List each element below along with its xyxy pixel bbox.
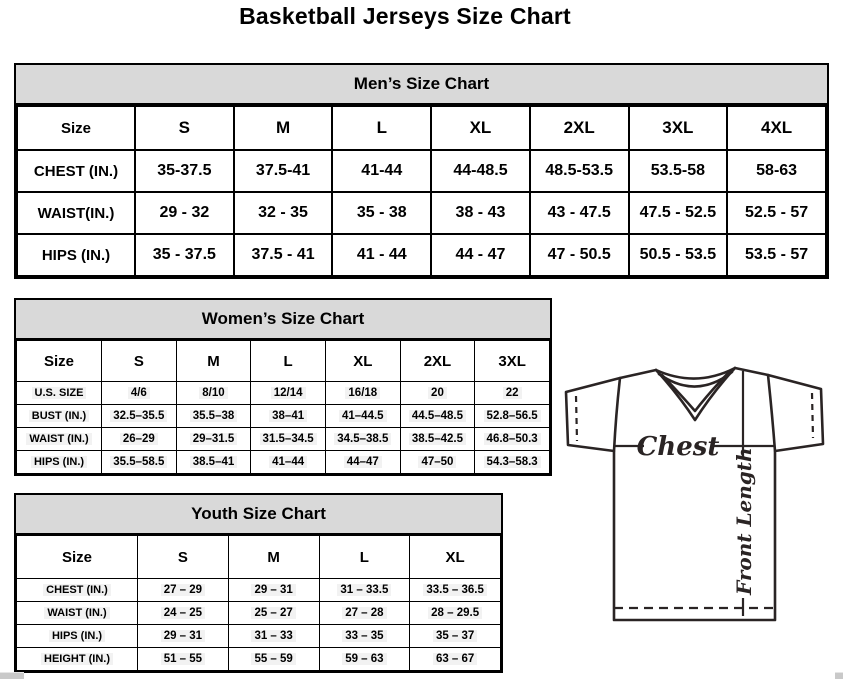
- measurement-row-label: CHEST (IN.): [17, 150, 135, 192]
- measurement-value-cell: 44-48.5: [431, 150, 530, 192]
- cell-text: CHEST (IN.): [43, 584, 111, 596]
- measurement-value-cell: 37.5-41: [234, 150, 333, 192]
- measurement-value-cell: 50.5 - 53.5: [629, 234, 728, 276]
- size-column-header: L: [251, 341, 326, 382]
- cell-text: WAIST (IN.): [26, 433, 91, 445]
- womens-size-table: [16, 340, 550, 474]
- cell-text: 38–41: [269, 410, 307, 422]
- measurement-value-cell: [228, 602, 319, 625]
- jersey-measurement-diagram: [556, 358, 843, 674]
- table-row: [17, 405, 550, 428]
- measurement-value-cell: 35 - 37.5: [135, 234, 234, 276]
- measurement-row-label: HIPS (IN.): [17, 234, 135, 276]
- cell-text: 4/6: [128, 387, 150, 399]
- cell-text: 33.5 – 36.5: [423, 584, 487, 596]
- size-column-header: S: [102, 341, 177, 382]
- measurement-value-cell: [102, 451, 177, 474]
- measurement-value-cell: 41 - 44: [332, 234, 431, 276]
- cell-text: 34.5–38.5: [334, 433, 391, 445]
- measurement-value-cell: [102, 382, 177, 405]
- measurement-value-cell: 29 - 32: [135, 192, 234, 234]
- measurement-value-cell: [319, 625, 410, 648]
- cell-text: 44.5–48.5: [409, 410, 466, 422]
- size-column-header: S: [135, 106, 234, 150]
- measurement-value-cell: [176, 405, 251, 428]
- measurement-value-cell: 38 - 43: [431, 192, 530, 234]
- size-column-header: 2XL: [530, 106, 629, 150]
- size-header-row: [17, 341, 550, 382]
- measurement-row-label: WAIST(IN.): [17, 192, 135, 234]
- cuff-stitch-left-icon: [576, 396, 577, 441]
- measurement-value-cell: [410, 579, 501, 602]
- measurement-value-cell: 41-44: [332, 150, 431, 192]
- measurement-value-cell: 35 - 38: [332, 192, 431, 234]
- measurement-row-label: [17, 579, 138, 602]
- jersey-outline: [566, 368, 823, 620]
- table-row: [17, 150, 826, 192]
- horizontal-scrollbar-fragment-left[interactable]: [0, 672, 24, 679]
- table-row: [17, 648, 501, 671]
- cell-text: 31 – 33.5: [337, 584, 391, 596]
- cell-text: 63 – 67: [433, 653, 477, 665]
- cell-text: 12/14: [271, 387, 306, 399]
- cell-text: 20: [428, 387, 447, 399]
- measurement-value-cell: 35-37.5: [135, 150, 234, 192]
- cell-text: HEIGHT (IN.): [41, 653, 113, 665]
- measurement-value-cell: [319, 602, 410, 625]
- youth-size-table: [16, 535, 501, 671]
- cell-text: 46.8–50.3: [484, 433, 541, 445]
- womens-size-chart: [14, 298, 552, 476]
- measurement-value-cell: [251, 382, 326, 405]
- youth-size-chart-title: Youth Size Chart: [16, 495, 501, 535]
- page-title: Basketball Jerseys Size Chart: [239, 3, 571, 29]
- measurement-row-label: [17, 625, 138, 648]
- measurement-value-cell: 47 - 50.5: [530, 234, 629, 276]
- jersey-armhole-right: [768, 375, 775, 451]
- cell-text: 41–44: [269, 456, 307, 468]
- cell-text: 22: [503, 387, 522, 399]
- cell-text: 16/18: [345, 387, 380, 399]
- table-row: [17, 382, 550, 405]
- table-row: [17, 451, 550, 474]
- table-row: [17, 625, 501, 648]
- measurement-row-label: [17, 428, 102, 451]
- measurement-value-cell: 53.5-58: [629, 150, 728, 192]
- cell-text: 32.5–35.5: [110, 410, 167, 422]
- measurement-value-cell: 52.5 - 57: [727, 192, 826, 234]
- size-column-header: 4XL: [727, 106, 826, 150]
- measurement-value-cell: [138, 602, 229, 625]
- cell-text: 44–47: [344, 456, 382, 468]
- measurement-value-cell: [325, 382, 400, 405]
- size-corner-header: Size: [17, 106, 135, 150]
- measurement-value-cell: [138, 625, 229, 648]
- measurement-value-cell: [400, 428, 475, 451]
- measurement-value-cell: [400, 405, 475, 428]
- measurement-row-label: [17, 648, 138, 671]
- measurement-value-cell: [475, 428, 550, 451]
- measurement-value-cell: [325, 428, 400, 451]
- measurement-value-cell: [138, 579, 229, 602]
- cell-text: 38.5–41: [190, 456, 238, 468]
- mens-size-table: [16, 105, 827, 277]
- measurement-value-cell: 48.5-53.5: [530, 150, 629, 192]
- youth-size-chart: [14, 493, 503, 673]
- cell-text: WAIST (IN.): [44, 607, 109, 619]
- cell-text: 26–29: [120, 433, 158, 445]
- size-column-header: M: [176, 341, 251, 382]
- cell-text: 29–31.5: [190, 433, 238, 445]
- cell-text: U.S. SIZE: [32, 387, 87, 399]
- measurement-value-cell: [176, 382, 251, 405]
- cell-text: 59 – 63: [342, 653, 386, 665]
- size-column-header: XL: [431, 106, 530, 150]
- measurement-value-cell: [228, 648, 319, 671]
- cell-text: 33 – 35: [342, 630, 386, 642]
- cell-text: 29 – 31: [251, 584, 295, 596]
- measurement-value-cell: [475, 451, 550, 474]
- cell-text: 29 – 31: [161, 630, 205, 642]
- measurement-value-cell: [319, 648, 410, 671]
- measurement-value-cell: [410, 648, 501, 671]
- cell-text: 47–50: [418, 456, 456, 468]
- table-row: [17, 428, 550, 451]
- size-column-header: 3XL: [629, 106, 728, 150]
- measurement-value-cell: [410, 602, 501, 625]
- cell-text: 38.5–42.5: [409, 433, 466, 445]
- size-column-header: XL: [325, 341, 400, 382]
- measurement-value-cell: [475, 382, 550, 405]
- cell-text: BUST (IN.): [29, 410, 89, 422]
- measurement-value-cell: [251, 428, 326, 451]
- horizontal-scrollbar-fragment-right[interactable]: [835, 672, 843, 679]
- cell-text: 35 – 37: [433, 630, 477, 642]
- cell-text: 28 – 29.5: [428, 607, 482, 619]
- cell-text: 52.8–56.5: [484, 410, 541, 422]
- womens-size-chart-title: Women’s Size Chart: [16, 300, 550, 340]
- measurement-value-cell: 53.5 - 57: [727, 234, 826, 276]
- table-row: [17, 602, 501, 625]
- mens-size-chart: [14, 63, 829, 279]
- measurement-value-cell: 44 - 47: [431, 234, 530, 276]
- measurement-value-cell: [400, 382, 475, 405]
- size-header-row: [17, 536, 501, 579]
- cell-text: 55 – 59: [251, 653, 295, 665]
- cell-text: 35.5–58.5: [110, 456, 167, 468]
- measurement-value-cell: [325, 405, 400, 428]
- size-column-header: XL: [410, 536, 501, 579]
- size-corner-header: Size: [17, 536, 138, 579]
- size-column-header: M: [228, 536, 319, 579]
- measurement-value-cell: 47.5 - 52.5: [629, 192, 728, 234]
- chest-label: Chest: [636, 432, 720, 462]
- size-corner-header: Size: [17, 341, 102, 382]
- measurement-value-cell: [176, 451, 251, 474]
- measurement-value-cell: 32 - 35: [234, 192, 333, 234]
- measurement-value-cell: [102, 428, 177, 451]
- size-column-header: 2XL: [400, 341, 475, 382]
- cell-text: 27 – 29: [161, 584, 205, 596]
- cell-text: 51 – 55: [161, 653, 205, 665]
- measurement-value-cell: [102, 405, 177, 428]
- measurement-value-cell: [176, 428, 251, 451]
- measurement-value-cell: [138, 648, 229, 671]
- measurement-value-cell: [251, 451, 326, 474]
- measurement-value-cell: [325, 451, 400, 474]
- cell-text: HIPS (IN.): [31, 456, 87, 468]
- cell-text: 31 – 33: [251, 630, 295, 642]
- measurement-value-cell: 58-63: [727, 150, 826, 192]
- jersey-armhole-left: [614, 378, 620, 451]
- mens-size-chart-title: Men’s Size Chart: [16, 65, 827, 105]
- cell-text: 31.5–34.5: [260, 433, 317, 445]
- measurement-value-cell: 37.5 - 41: [234, 234, 333, 276]
- measurement-row-label: [17, 405, 102, 428]
- cell-text: 8/10: [199, 387, 227, 399]
- measurement-row-label: [17, 382, 102, 405]
- cell-text: HIPS (IN.): [49, 630, 105, 642]
- size-header-row: [17, 106, 826, 150]
- size-column-header: L: [319, 536, 410, 579]
- measurement-value-cell: [475, 405, 550, 428]
- measurement-value-cell: [410, 625, 501, 648]
- front-length-label: Front Length: [732, 447, 756, 595]
- measurement-value-cell: 43 - 47.5: [530, 192, 629, 234]
- table-row: [17, 192, 826, 234]
- cell-text: 41–44.5: [339, 410, 387, 422]
- cuff-stitch-right-icon: [812, 393, 813, 438]
- size-column-header: L: [332, 106, 431, 150]
- size-column-header: M: [234, 106, 333, 150]
- measurement-value-cell: [400, 451, 475, 474]
- measurement-value-cell: [228, 579, 319, 602]
- cell-text: 54.3–58.3: [484, 456, 541, 468]
- cell-text: 24 – 25: [161, 607, 205, 619]
- cell-text: 25 – 27: [251, 607, 295, 619]
- measurement-value-cell: [228, 625, 319, 648]
- size-column-header: 3XL: [475, 341, 550, 382]
- table-row: [17, 579, 501, 602]
- measurement-row-label: [17, 602, 138, 625]
- measurement-value-cell: [251, 405, 326, 428]
- table-row: [17, 234, 826, 276]
- measurement-value-cell: [319, 579, 410, 602]
- cell-text: 27 – 28: [342, 607, 386, 619]
- measurement-row-label: [17, 451, 102, 474]
- size-column-header: S: [138, 536, 229, 579]
- cell-text: 35.5–38: [190, 410, 238, 422]
